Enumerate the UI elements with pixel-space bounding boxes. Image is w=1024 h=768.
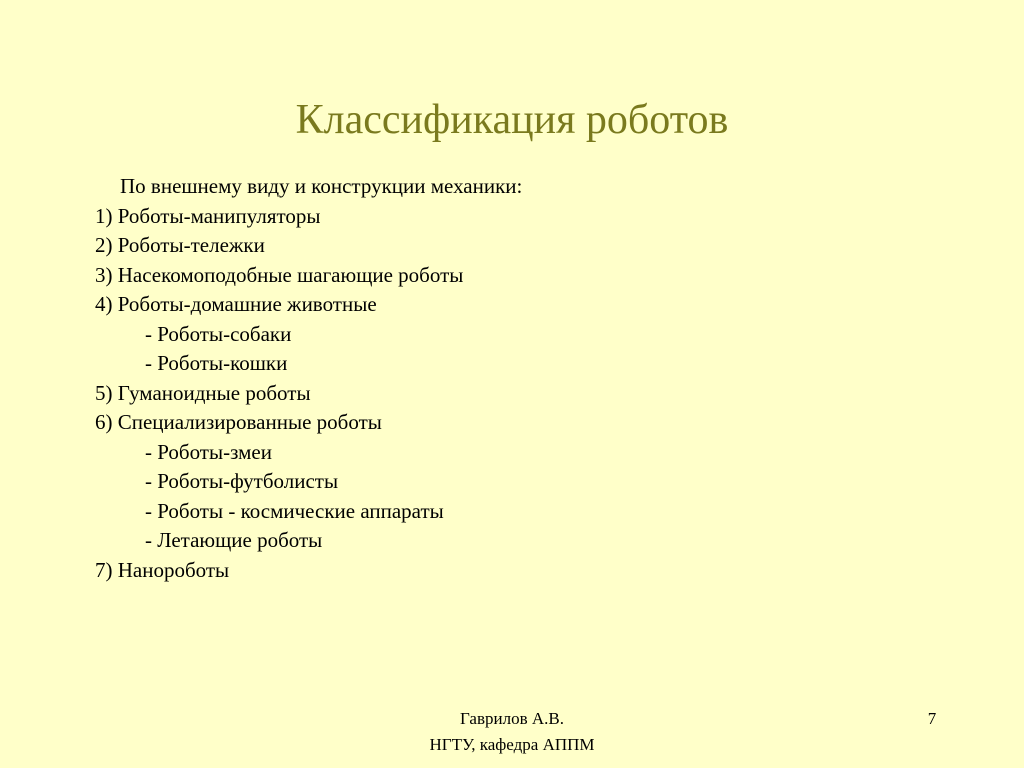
slide-title: Классификация роботов bbox=[295, 97, 729, 143]
slide-content bbox=[95, 172, 795, 585]
footer-author: Гаврилов А.В. bbox=[460, 709, 564, 728]
list-item-1: 1) Роботы-манипуляторы bbox=[95, 203, 321, 228]
list-item-5: 5) Гуманоидные роботы bbox=[95, 380, 311, 405]
intro-text: По внешнему виду и конструкции механики: bbox=[120, 174, 523, 198]
sub-item-robot-snakes: - Роботы-змеи bbox=[145, 439, 272, 464]
sub-item-robot-footballers: - Роботы-футболисты bbox=[145, 469, 339, 493]
sub-item-space-robots: - Роботы - космические аппараты bbox=[145, 498, 444, 523]
list-item-6: 6) Специализированные роботы bbox=[95, 410, 382, 434]
list-item-2: 2) Роботы-тележки bbox=[95, 233, 265, 257]
footer-affiliation: НГТУ, кафедра АППМ bbox=[429, 735, 595, 754]
list-item-3: 3) Насекомоподобные шагающие роботы bbox=[95, 262, 464, 287]
sub-item-robot-cats: - Роботы-кошки bbox=[145, 351, 288, 375]
list-item-4: 4) Роботы-домашние животные bbox=[95, 292, 377, 316]
footer-author-block bbox=[0, 706, 1024, 758]
sub-item-flying-robots: - Летающие роботы bbox=[145, 528, 323, 552]
page-number: 7 bbox=[927, 709, 937, 728]
sub-item-robot-dogs: - Роботы-собаки bbox=[145, 321, 292, 346]
list-item-7: 7) Нанороботы bbox=[95, 557, 230, 582]
